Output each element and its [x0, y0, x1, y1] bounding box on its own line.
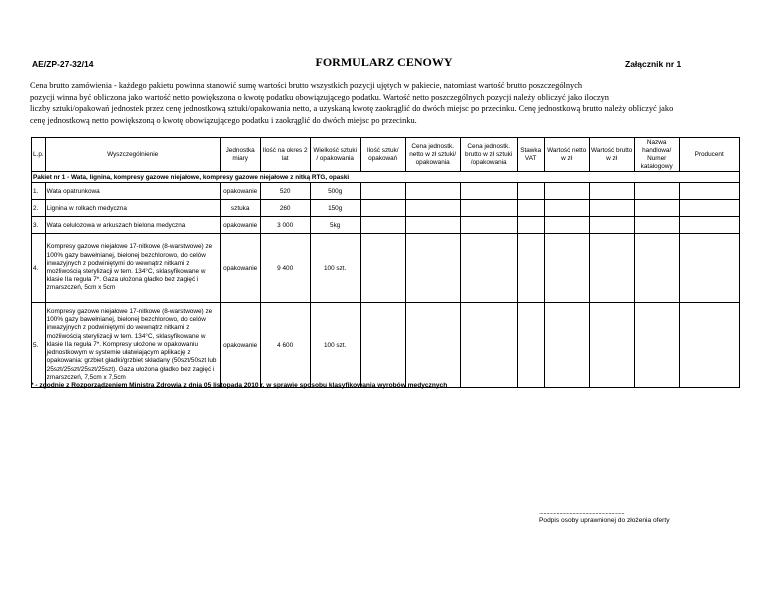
cell-vat[interactable] [517, 183, 544, 200]
signature-label: Podpis osoby uprawnionej do złożenia oferty [539, 517, 670, 524]
cell-gross-price[interactable] [460, 217, 517, 234]
table-row [32, 234, 740, 303]
cell-package-size: 5kg [310, 217, 360, 234]
cell-net-value[interactable] [544, 183, 589, 200]
table-row [32, 217, 740, 234]
cell-gross-price[interactable] [460, 183, 517, 200]
intro-paragraph [30, 80, 735, 126]
cell-vat[interactable] [517, 217, 544, 234]
cell-description: Kompresy gazowe niejałowe 17-nitkowe (8-warstwowe) ze 100% gazy bawełnianej, bielonej bezchlorowo, do celów inwazyjnych z podwiniętymi do wewnątrz nitkami z możliwością sterylizacji w tem. 134°C, sklasyfikowane w klasie IIa reguła 7*. Kompresy ułożone w opakowaniu jednostkowym w systemie ułatwiającym aplikację z opakowania: grzbiet gładki/grzbiet składany (50szt/50szt lub 25szt/25szt/25szt/25szt). Gaza ułożona gładko bez zagięć i zmarszczeń, 7,5cm x 7,5cm [45, 303, 220, 388]
cell-unit: opakowanie [220, 234, 260, 303]
section-row [32, 172, 740, 183]
intro-line: Cena brutto zamówienia - każdego pakietu powinna stanowić sumę wartości brutto wszystkich pozycji ujętych w pakiecie, natomiast wartość brutto poszczególnych [30, 81, 583, 90]
signature-line: ........................................................... [539, 509, 625, 516]
cell-trade-name[interactable] [634, 200, 679, 217]
cell-vat[interactable] [517, 303, 544, 388]
table-header-row [32, 138, 740, 172]
cell-producer[interactable] [679, 200, 739, 217]
cell-producer[interactable] [679, 303, 739, 388]
cell-producer[interactable] [679, 217, 739, 234]
header-net-value: Wartość netto w zł [544, 138, 589, 172]
cell-gross-value[interactable] [589, 183, 634, 200]
intro-line: cenę jednostkową netto powiększoną o kwotę obowiązującego podatku i zaokrąglić do dwóch miejsc po przecinku. [30, 115, 417, 125]
cell-quantity: 260 [260, 200, 310, 217]
header-producer: Producent [679, 138, 739, 172]
header-lp: L.p. [32, 138, 46, 172]
cell-net-value[interactable] [544, 200, 589, 217]
cell-gross-value[interactable] [589, 234, 634, 303]
cell-quantity: 520 [260, 183, 310, 200]
cell-net-value[interactable] [544, 217, 589, 234]
cell-gross-value[interactable] [589, 303, 634, 388]
cell-gross-price[interactable] [460, 234, 517, 303]
document-reference: AE/ZP-27-32/14 [32, 59, 94, 69]
cell-gross-value[interactable] [589, 217, 634, 234]
cell-net-value[interactable] [544, 234, 589, 303]
table-row [32, 200, 740, 217]
cell-package-count[interactable] [360, 303, 405, 388]
table-row [32, 303, 740, 388]
cell-lp: 5. [32, 303, 46, 388]
cell-net-value[interactable] [544, 303, 589, 388]
annex-label: Załącznik nr 1 [625, 59, 682, 69]
cell-net-price[interactable] [405, 303, 460, 388]
cell-trade-name[interactable] [634, 183, 679, 200]
cell-quantity: 9 400 [260, 234, 310, 303]
header-net-price: Cena jednostk. netto w zł sztuki/ opakowania [405, 138, 460, 172]
cell-trade-name[interactable] [634, 303, 679, 388]
cell-unit: opakowanie [220, 183, 260, 200]
cell-producer[interactable] [679, 234, 739, 303]
header-unit: Jednostka miary [220, 138, 260, 172]
cell-quantity: 3 000 [260, 217, 310, 234]
cell-lp: 2. [32, 200, 46, 217]
cell-trade-name[interactable] [634, 217, 679, 234]
cell-trade-name[interactable] [634, 234, 679, 303]
cell-package-size: 100 szt. [310, 234, 360, 303]
cell-vat[interactable] [517, 234, 544, 303]
header-gross-price: Cena jednostk. brutto w zł sztuki /opakowania [460, 138, 517, 172]
cell-gross-price[interactable] [460, 303, 517, 388]
intro-line: pozycji winna być obliczona jako wartość netto powiększona o kwotę podatku obowiązującego podatku. Wartość netto poszczególnych pozycji należy obliczyć jako iloczyn [30, 92, 609, 102]
document-title: FORMULARZ CENOWY [315, 55, 453, 69]
cell-lp: 4. [32, 234, 46, 303]
section-title: Pakiet nr 1 - Wata, lignina, kompresy gazowe niejałowe, kompresy gazowe niejałowe z nitką RTG, opaski [32, 172, 740, 183]
cell-gross-value[interactable] [589, 200, 634, 217]
cell-net-price[interactable] [405, 183, 460, 200]
cell-quantity: 4 600 [260, 303, 310, 388]
footnote: * - zgodnie z Rozporządzeniem Ministra Zdrowia z dnia 05 listopada 2010 r. w sprawie sposobu klasyfikowania wyrobów medycznych [31, 382, 448, 389]
cell-package-size: 500g [310, 183, 360, 200]
cell-description: Wata opatrunkowa [45, 183, 220, 200]
cell-unit: sztuka [220, 200, 260, 217]
cell-package-count[interactable] [360, 217, 405, 234]
header-vat: Stawka VAT [517, 138, 544, 172]
cell-lp: 3. [32, 217, 46, 234]
header-gross-value: Wartość brutto w zł [589, 138, 634, 172]
header-package-size: Wielkość sztuki / opakowania [310, 138, 360, 172]
cell-vat[interactable] [517, 200, 544, 217]
cell-unit: opakowanie [220, 303, 260, 388]
cell-description: Lignina w rolkach medyczna [45, 200, 220, 217]
cell-net-price[interactable] [405, 200, 460, 217]
header-description: Wyszczególnienie [45, 138, 220, 172]
price-table [31, 137, 740, 388]
cell-package-size: 150g [310, 200, 360, 217]
cell-description: Kompresy gazowe niejałowe 17-nitkowe (8-warstwowe) ze 100% gazy bawełnianej, bielonej bezchlorowo, do celów inwazyjnych z podwiniętymi do wewnątrz nitkami z możliwością sterylizacji w tem. 134°C, sklasyfikowane w klasie IIa reguła 7*. Gaza ułożona gładko bez zagięć i zmarszczeń, 5cm x 5cm [45, 234, 220, 303]
cell-package-count[interactable] [360, 200, 405, 217]
cell-gross-price[interactable] [460, 200, 517, 217]
cell-net-price[interactable] [405, 217, 460, 234]
cell-description: Wata celulozowa w arkuszach bielona medyczna [45, 217, 220, 234]
header-quantity: Ilość na okres 2 lat [260, 138, 310, 172]
cell-net-price[interactable] [405, 234, 460, 303]
cell-lp: 1. [32, 183, 46, 200]
cell-producer[interactable] [679, 183, 739, 200]
cell-unit: opakowanie [220, 217, 260, 234]
header-package-count: Ilość sztuk/ opakowań [360, 138, 405, 172]
cell-package-count[interactable] [360, 234, 405, 303]
cell-package-count[interactable] [360, 183, 405, 200]
header-trade-name: Nazwa handlowa/ Numer katalogowy [634, 138, 679, 172]
table-row [32, 183, 740, 200]
cell-package-size: 100 szt. [310, 303, 360, 388]
intro-line: liczby sztuki/opakowań jednostek przez cenę jednostkową sztuki/opakowania netto, a uzyskaną kwotę zaokrąglić do dwóch miejsc po przecinku. Cenę jednostkową brutto należy obliczyć jako [30, 104, 674, 113]
